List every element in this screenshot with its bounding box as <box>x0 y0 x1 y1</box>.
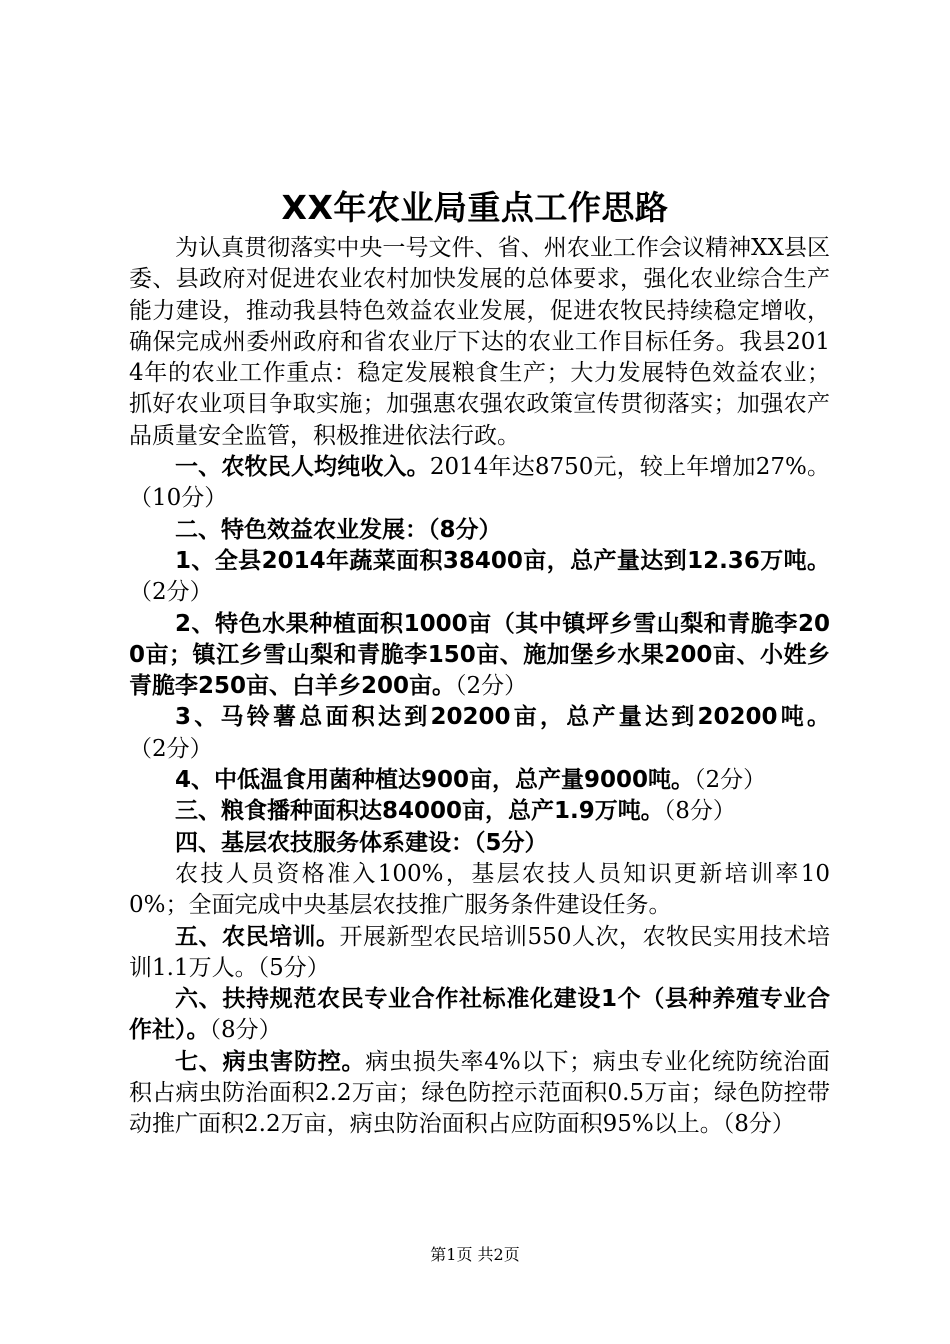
section-4-text: 农技人员资格准入100%，基层农技人员知识更新培训率100%；全面完成中央基层农技推广服务条件建设任务。 <box>129 860 830 919</box>
section-2-item-2-text: 2、特色水果种植面积1000亩（其中镇坪乡雪山梨和青脆李200亩；镇江乡雪山梨和青脆李150亩、施加堡乡水果200亩、小姓乡青脆李250亩、白羊乡200亩。 <box>129 610 830 700</box>
section-6-heading: 六、扶持规范农民专业合作社标准化建设1个（县种养殖专业合作社）。 <box>129 986 830 1044</box>
section-3-heading: 三、粮食播种面积达84000亩，总产1.9万吨。 <box>175 798 664 825</box>
section-4-heading: 四、基层农技服务体系建设：（5分） <box>175 829 548 856</box>
section-1-paragraph <box>129 452 830 515</box>
section-1-heading: 一、农牧民人均纯收入。 <box>175 454 430 481</box>
section-3-score: （8分） <box>663 798 736 825</box>
section-7-heading: 七、病虫害防控。 <box>175 1048 366 1075</box>
section-2-item-3 <box>129 702 830 765</box>
section-2-paragraph <box>129 515 830 546</box>
document-body <box>129 233 830 1141</box>
section-7-text: 病虫损失率4%以下；病虫专业化统防统治面积占病虫防治面积2.2万亩；绿色防控示范面积0.5万亩；绿色防控带动推广面积2.2万亩，病虫防治面积占应防面积95%以上。（8分） <box>129 1048 830 1138</box>
section-2-item-3-score: （2分） <box>129 735 213 762</box>
section-5-heading: 五、农民培训。 <box>175 923 340 950</box>
section-6-score: （8分） <box>209 1017 282 1044</box>
section-2-item-4-text: 4、中低温食用菌种植达900亩，总产量9000吨。 <box>175 767 695 794</box>
section-7-paragraph <box>129 1047 830 1141</box>
section-3-paragraph <box>129 796 830 827</box>
page-footer: 第1页 共2页 <box>430 1245 520 1264</box>
section-5-text: 开展新型农民培训550人次，农牧民实用技术培训1.1万人。（5分） <box>129 923 830 981</box>
section-2-item-2 <box>129 609 830 703</box>
section-2-item-4-score: （2分） <box>694 767 767 794</box>
section-2-item-1-score: （2分） <box>129 579 213 606</box>
section-4-paragraph <box>129 828 830 859</box>
section-2-heading: 二、特色效益农业发展：（8分） <box>175 516 502 543</box>
section-5-paragraph <box>129 922 830 985</box>
intro-paragraph: 为认真贯彻落实中央一号文件、省、州农业工作会议精神XX县区委、县政府对促进农业农村加快发展的总体要求，强化农业综合生产能力建设，推动我县特色效益农业发展，促进农牧民持续稳定增收，确保完成州委州政府和省农业厅下达的农业工作目标任务。我县2014年的农业工作重点：稳定发展粮食生产；大力发展特色效益农业；抓好农业项目争取实施；加强惠农强农政策宣传贯彻落实；加强农产品质量安全监管，积极推进依法行政。 <box>129 235 830 449</box>
section-6-paragraph <box>129 984 830 1047</box>
section-1-text: 2014年达8750元，较上年增加27%。（10分） <box>129 454 831 512</box>
section-2-item-4 <box>129 765 830 796</box>
section-2-item-1-text: 1、全县2014年蔬菜面积38400亩，总产量达到12.36万吨。 <box>175 547 830 574</box>
section-2-item-3-text: 3、马铃薯总面积达到20200亩，总产量达到20200吨。 <box>175 704 830 731</box>
section-2-item-2-score: （2分） <box>455 673 528 700</box>
document-title: XX年农业局重点工作思路 <box>281 188 669 227</box>
section-2-item-1 <box>129 546 830 609</box>
